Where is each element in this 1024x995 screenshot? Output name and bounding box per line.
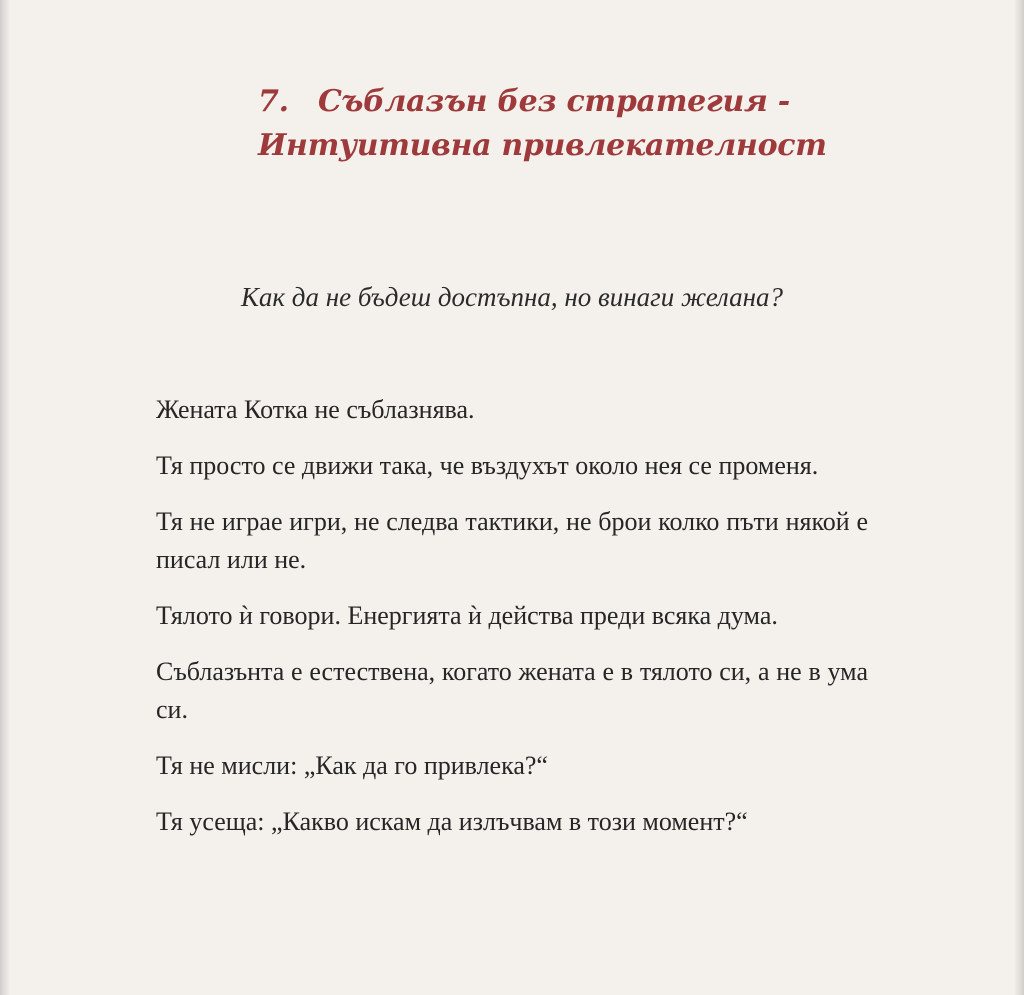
paragraph-1: Жената Котка не съблазнява. — [156, 395, 475, 424]
body-text — [156, 391, 868, 859]
paragraph-6: Тя не мисли: „Как да го привлека?“ — [156, 751, 548, 780]
page-edge-right — [1014, 0, 1024, 995]
chapter-title-line1: Съблазън без стратегия - — [318, 84, 790, 119]
page-edge-left — [0, 0, 10, 995]
chapter-title-line2: Интуитивна привлекателност — [258, 128, 827, 163]
paragraph-4: Тялото ѝ говори. Енергията ѝ действа преди всяка дума. — [156, 601, 778, 630]
paragraph-2: Тя просто се движи така, че въздухът около нея се променя. — [156, 451, 819, 480]
paragraph-5: Съблазънта е естествена, когато жената е в тялото си, а не в ума си. — [156, 657, 868, 724]
chapter-subtitle: Как да не бъдеш достъпна, но винаги желана? — [240, 282, 784, 312]
chapter-heading — [258, 80, 898, 168]
paragraph-3: Тя не играе игри, не следва тактики, не брои колко пъти някой е писал или не. — [156, 507, 868, 574]
chapter-number: 7. — [258, 84, 289, 119]
chapter-heading-line1 — [258, 80, 898, 124]
paragraph-7: Тя усеща: „Какво искам да излъчвам в този момент?“ — [156, 807, 748, 836]
